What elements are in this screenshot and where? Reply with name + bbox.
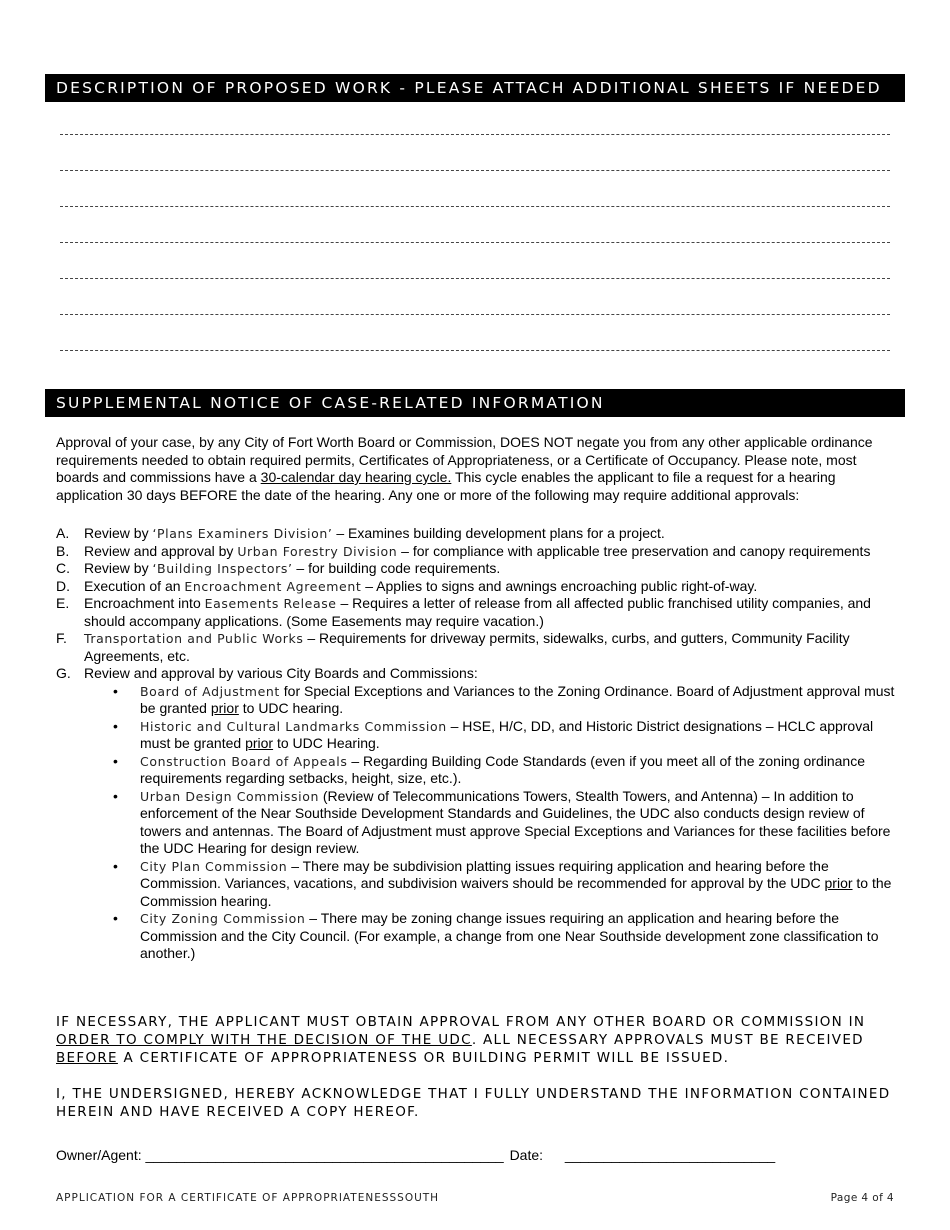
acknowledgement-notice: I, THE UNDERSIGNED, HEREBY ACKNOWLEDGE THAT I FULLY UNDERSTAND THE INFORMATION CONTAINED HEREIN AND HAVE RECEIVED A COPY HEREOF.	[56, 1086, 891, 1120]
approval-item-g: G. Review and approval by various City Boards and Commissions: • Board of Adjustment for Special Exceptions and Variances to the Zoning Ordinance. Board of Adjustment approval must be granted prior to UDC hearing. • Historic and Cultural Landmarks Commission – HSE, H/C, DD, and Historic District designations – HCLC approval must be granted prior to UDC Hearing. • Construction Board of Appeals – Regarding Building Code Standards (even if you meet all of the zoning ordinance requirements regarding setbacks, height, size, etc.). • Urban Design Commission (Review of Telecommunications Towers, Stealth Towers, and Antenna) – In addition to enforcement of the Near Southside Development Standards and Guidelines, the UDC also conducts design review of towers and antennas. The Board of Adjustment must approve Special Exceptions and Variances for these facilities before the UDC Hearing for design review. • City Plan Commission – There may be subdivision platting issues requiring application and hearing before the Commission. Variances, vacations, and subdivision waivers should be recommended for approval by the UDC prior to the Commission hearing. • City Zoning Commission – There may be zoning change issues requiring an application and hearing before the Commission and the City Council. (For example, a change from one Near Southside development zone classification to another.)	[56, 665, 896, 963]
board-item: • Construction Board of Appeals – Regarding Building Code Standards (even if you meet all of the zoning ordinance requirements regarding setbacks, height, size, etc.).	[140, 753, 896, 788]
date-label: Date:	[509, 1147, 544, 1163]
approval-item-b: B. Review and approval by Urban Forestry Division – for compliance with applicable tree preservation and canopy requirements	[56, 542, 871, 559]
description-line[interactable]	[60, 314, 890, 315]
owner-agent-field[interactable]: ______________________________________________	[145, 1147, 504, 1163]
description-line[interactable]	[60, 242, 890, 243]
description-line[interactable]	[60, 350, 890, 351]
board-item: • Historic and Cultural Landmarks Commission – HSE, H/C, DD, and Historic District designations – HCLC approval must be granted prior to UDC Hearing.	[140, 718, 896, 753]
date-field[interactable]: ___________________________	[564, 1147, 776, 1163]
description-section-header: DESCRIPTION OF PROPOSED WORK - PLEASE ATTACH ADDITIONAL SHEETS IF NEEDED	[45, 74, 905, 102]
footer-page-number: Page 4 of 4	[830, 1192, 894, 1204]
board-item: • City Plan Commission – There may be subdivision platting issues requiring application and hearing before the Commission. Variances, vacations, and subdivision waivers should be recommended for approval by the UDC prior to the Commission hearing.	[140, 858, 896, 911]
signature-row	[56, 1147, 775, 1163]
owner-agent-label: Owner/Agent:	[56, 1147, 142, 1163]
approval-notice: IF NECESSARY, THE APPLICANT MUST OBTAIN APPROVAL FROM ANY OTHER BOARD OR COMMISSION IN ORDER TO COMPLY WITH THE DECISION OF THE UDC. ALL NECESSARY APPROVALS MUST BE RECEIVED BEFORE A CERTIFICATE OF APPROPRIATENESS OR BUILDING PERMIT WILL BE ISSUED.	[56, 1014, 866, 1066]
supplemental-section-header: SUPPLEMENTAL NOTICE OF CASE-RELATED INFORMATION	[45, 389, 905, 417]
footer-form-title: APPLICATION FOR A CERTIFICATE OF APPROPRIATENESSSOUTH	[56, 1192, 440, 1204]
boards-list	[56, 683, 896, 963]
approval-items-list	[56, 525, 896, 963]
board-item: • Urban Design Commission (Review of Telecommunications Towers, Stealth Towers, and Antenna) – In addition to enforcement of the Near Southside Development Standards and Guidelines, the UDC also conducts design review of towers and antennas. The Board of Adjustment must approve Special Exceptions and Variances for these facilities before the UDC Hearing for design review.	[140, 788, 896, 858]
approval-item-e: E. Encroachment into Easements Release – Requires a letter of release from all affected public franchised utility companies, and should accompany applications. (Some Easements may require vacation.)	[56, 595, 871, 629]
supplemental-intro: Approval of your case, by any City of Fort Worth Board or Commission, DOES NOT negate you from any other applicable ordinance requirements needed to obtain required permits, Certificates of Appropriateness, or a Certificate of Occupancy. Please note, most boards and commissions have a 30-calendar day hearing cycle. This cycle enables the applicant to file a request for a hearing application 30 days BEFORE the date of the hearing. Any one or more of the following may require additional approvals:	[56, 434, 873, 503]
approval-item-f: F. Transportation and Public Works – Requirements for driveway permits, sidewalks, curbs, and gutters, Community Facility Agreements, etc.	[56, 630, 850, 664]
board-item: • City Zoning Commission – There may be zoning change issues requiring an application and hearing before the Commission and the City Council. (For example, a change from one Near Southside development zone classification to another.)	[140, 910, 896, 963]
description-line[interactable]	[60, 206, 890, 207]
approval-item-c: C. Review by ‘Building Inspectors’ – for building code requirements.	[56, 560, 501, 576]
description-line[interactable]	[60, 134, 890, 135]
description-line[interactable]	[60, 278, 890, 279]
approval-item-a: A. Review by ‘Plans Examiners Division’ – Examines building development plans for a project.	[56, 525, 665, 541]
approval-item-d: D. Execution of an Encroachment Agreement – Applies to signs and awnings encroaching public right-of-way.	[56, 577, 758, 594]
description-line[interactable]	[60, 170, 890, 171]
board-item: • Board of Adjustment for Special Exceptions and Variances to the Zoning Ordinance. Board of Adjustment approval must be granted prior to UDC hearing.	[140, 683, 896, 718]
